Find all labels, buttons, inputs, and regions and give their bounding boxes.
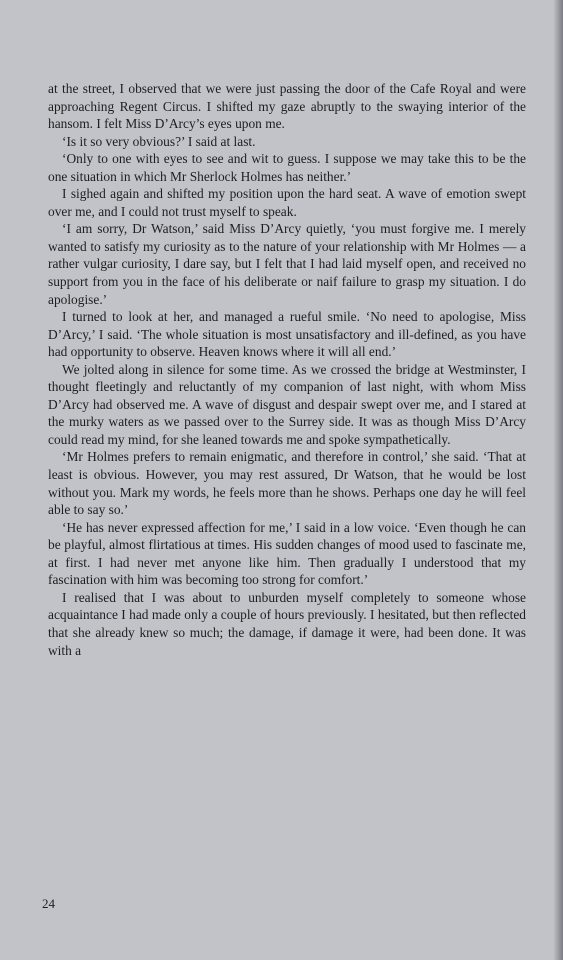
body-text [48,80,526,659]
page-edge-shadow [553,0,563,960]
paragraph-4: I sighed again and shifted my position upon the hard seat. A wave of emotion swept over me, and I could not trust myself to speak. [48,186,526,219]
paragraph-6: I turned to look at her, and managed a rueful smile. ‘No need to apologise, Miss D’Arcy,’ I said. ‘The whole situation is most unsatisfactory and ill-defined, as you have had opportunity to observe. Heaven knows where it will all end.’ [48,309,526,360]
paragraph-8: ‘Mr Holmes prefers to remain enigmatic, and therefore in control,’ she said. ‘That at least is obvious. However, you may rest assured, Dr Watson, that he would be lost without you. Mark my words, he feels more than he shows. Perhaps one day he will feel able to say so.’ [48,449,526,518]
paragraph-3: ‘Only to one with eyes to see and wit to guess. I suppose we may take this to be the one situation in which Mr Sherlock Holmes has neither.’ [48,151,526,184]
paragraph-10: I realised that I was about to unburden myself completely to someone whose acquaintance I had made only a couple of hours previously. I hesitated, but then reflected that she already knew so much; the damage, if damage it were, had been done. It was with a [48,589,526,658]
page-number: 24 [42,896,55,911]
paragraph-5: ‘I am sorry, Dr Watson,’ said Miss D’Arcy quietly, ‘you must forgive me. I merely wanted to satisfy my curiosity as to the nature of your relationship with Mr Holmes — a rather vulgar curiosity, I dare say, but I felt that I had laid myself open, and received no support from you in the face of his deliberate or naif failure to grasp my situation. I do apologise.’ [48,221,526,307]
paragraph-9: ‘He has never expressed affection for me,’ I said in a low voice. ‘Even though he can be playful, almost flirtatious at times. His sudden changes of mood used to fascinate me, at first. I had never met anyone like him. Then gradually I understood that my fascination with him was becoming too strong for comfort.’ [48,519,526,588]
paragraph-2: ‘Is it so very obvious?’ I said at last. [62,133,256,149]
paragraph-1: at the street, I observed that we were just passing the door of the Cafe Royal and were approaching Regent Circus. I shifted my gaze abruptly to the swaying interior of the hansom. I felt Miss D’Arcy’s eyes upon me. [48,81,526,132]
paragraph-7: We jolted along in silence for some time. As we crossed the bridge at Westminster, I thought fleetingly and reluctantly of my companion of last night, with whom Miss D’Arcy had observed me. A wave of disgust and despair swept over me, and I stared at the murky waters as we passed over to the Surrey side. It was as though Miss D’Arcy could read my mind, for she leaned towards me and spoke sympathetically. [48,361,526,447]
